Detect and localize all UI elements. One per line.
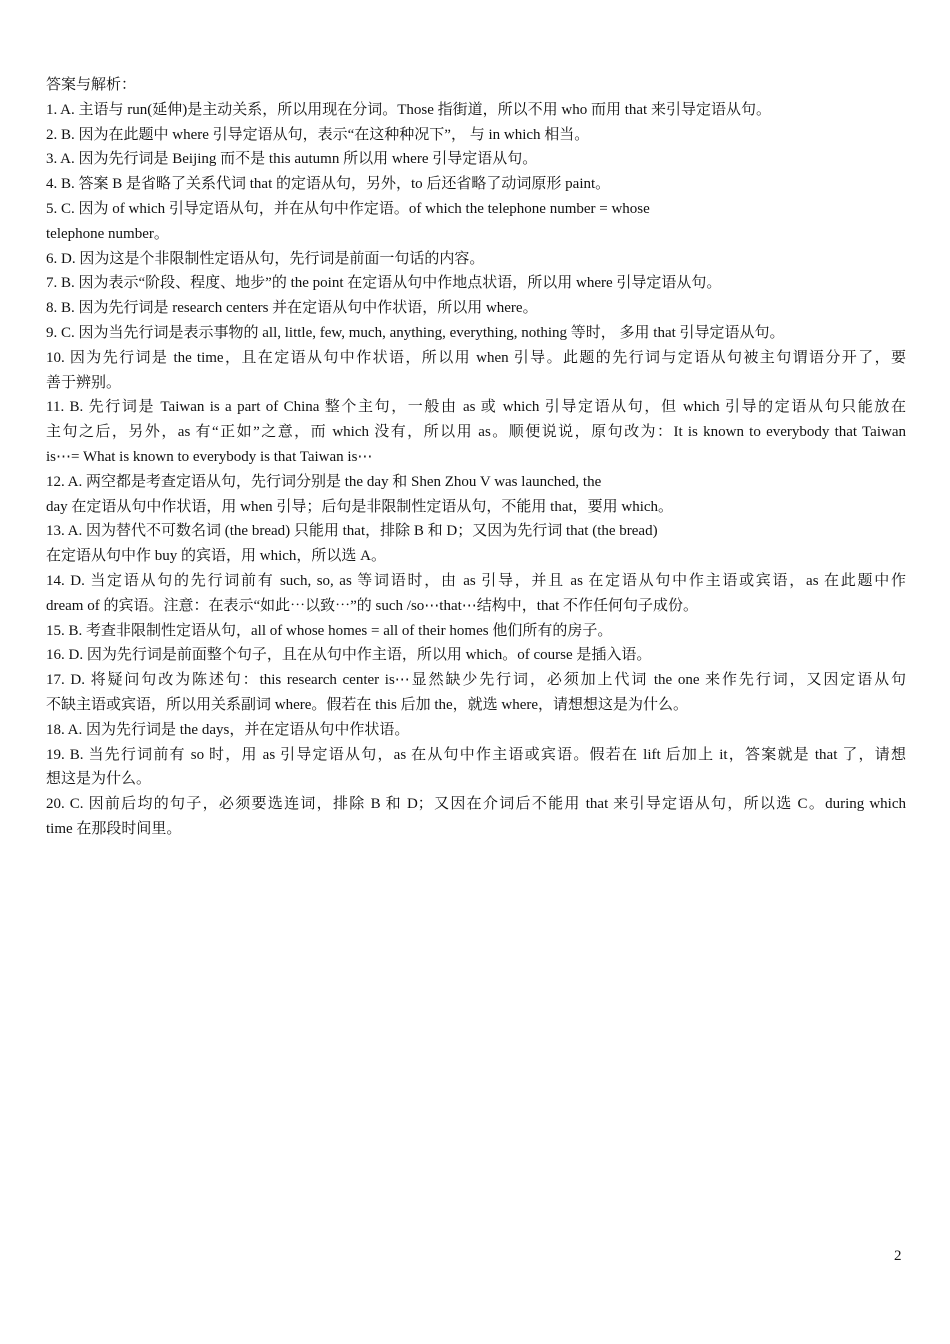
answer-line-14-continued: dream of 的宾语。注意：在表示“如此⋯以致⋯”的 such /so⋯that⋯结构中，that 不作任何句子成份。 bbox=[46, 597, 699, 614]
answer-line-20-continued: time 在那段时间里。 bbox=[46, 820, 182, 837]
answer-line-11-end: is⋯= What is known to everybody is that Taiwan is⋯ bbox=[46, 448, 373, 465]
answer-line-15: 15. B. 考查非限制性定语从句，all of whose homes = all of their homes 他们所有的房子。 bbox=[46, 622, 613, 639]
answer-line-12-continued: day 在定语从句中作状语，用 when 引导；后句是非限制性定语从句，不能用 that，要用 which。 bbox=[46, 498, 674, 515]
answer-line-8: 8. B. 因为先行词是 research centers 并在定语从句中作状语，所以用 where。 bbox=[46, 300, 538, 317]
answer-line-5: 5. C. 因为 of which 引导定语从句，并在从句中作定语。of which the telephone number = whose bbox=[46, 200, 650, 217]
answer-line-10-continued: 善于辨别。 bbox=[46, 374, 122, 391]
answer-line-20: 20. C. 因前后均的句子，必须要选连词，排除 B 和 D；又因在介词后不能用 that 来引导定语从句，所以选 C。during which bbox=[46, 796, 906, 813]
section-heading: 答案与解析： bbox=[46, 77, 137, 93]
page-number: 2 bbox=[894, 1248, 902, 1264]
answer-line-1: 1. A. 主语与 run(延伸)是主动关系，所以用现在分词。Those 指街道，所以不用 who 而用 that 来引导定语从句。 bbox=[46, 101, 771, 118]
answer-line-17: 17. D. 将疑问句改为陈述句：this research center is⋯显然缺少先行词，必须加上代词 the one 来作先行词，又因定语从句 bbox=[46, 672, 906, 689]
answer-line-19-continued: 想这是为什么。 bbox=[46, 771, 152, 788]
answer-document bbox=[46, 73, 906, 842]
answer-line-7: 7. B. 因为表示“阶段、程度、地步”的 the point 在定语从句中作地点状语，所以用 where 引导定语从句。 bbox=[46, 275, 722, 292]
answer-line-3: 3. A. 因为先行词是 Beijing 而不是 this autumn 所以用 where 引导定语从句。 bbox=[46, 151, 538, 168]
answer-line-13: 13. A. 因为替代不可数名词 (the bread) 只能用 that，排除 B 和 D；又因为先行词 that (the bread) bbox=[46, 523, 658, 540]
answer-line-16: 16. D. 因为先行词是前面整个句子，且在从句中作主语，所以用 which。of course 是插入语。 bbox=[46, 647, 652, 664]
answer-line-10: 10. 因为先行词是 the time，且在定语从句中作状语，所以用 when 引导。此题的先行词与定语从句被主句谓语分开了，要 bbox=[46, 349, 906, 366]
answer-line-12: 12. A. 两空都是考查定语从句，先行词分别是 the day 和 Shen Zhou V was launched, the bbox=[46, 473, 602, 490]
answer-line-2: 2. B. 因为在此题中 where 引导定语从句，表示“在这种种况下”， 与 in which 相当。 bbox=[46, 126, 590, 143]
answer-line-19: 19. B. 当先行词前有 so 时，用 as 引导定语从句，as 在从句中作主语或宾语。假若在 lift 后加上 it，答案就是 that 了，请想 bbox=[46, 746, 906, 763]
answer-line-4: 4. B. 答案 B 是省略了关系代词 that 的定语从句，另外，to 后还省略了动词原形 paint。 bbox=[46, 176, 611, 193]
answer-line-17-continued: 不缺主语或宾语，所以用关系副词 where。假若在 this 后加 the，就选 where，请想想这是为什么。 bbox=[46, 696, 689, 713]
answer-line-11: 11. B. 先行词是 Taiwan is a part of China 整个主句，一般由 as 或 which 引导定语从句，但 which 引导的定语从句只能放在 bbox=[46, 399, 906, 416]
answer-line-9: 9. C. 因为当先行词是表示事物的 all, little, few, much, anything, everything, nothing 等时， 多用 that 引导定语从句。 bbox=[46, 324, 785, 341]
answer-line-5-continued: telephone number。 bbox=[46, 225, 169, 242]
answer-line-6: 6. D. 因为这是个非限制性定语从句，先行词是前面一句话的内容。 bbox=[46, 250, 485, 267]
answer-line-14: 14. D. 当定语从句的先行词前有 such, so, as 等词语时，由 as 引导，并且 as 在定语从句中作主语或宾语，as 在此题中作 bbox=[46, 572, 906, 589]
answer-line-13-continued: 在定语从句中作 buy 的宾语，用 which，所以选 A。 bbox=[46, 548, 386, 565]
answer-line-11-continued: 主句之后，另外，as 有“正如”之意，而 which 没有，所以用 as。顺便说说，原句改为：It is known to everybody that Taiwan bbox=[46, 424, 906, 441]
answer-line-18: 18. A. 因为先行词是 the days，并在定语从句中作状语。 bbox=[46, 721, 410, 738]
